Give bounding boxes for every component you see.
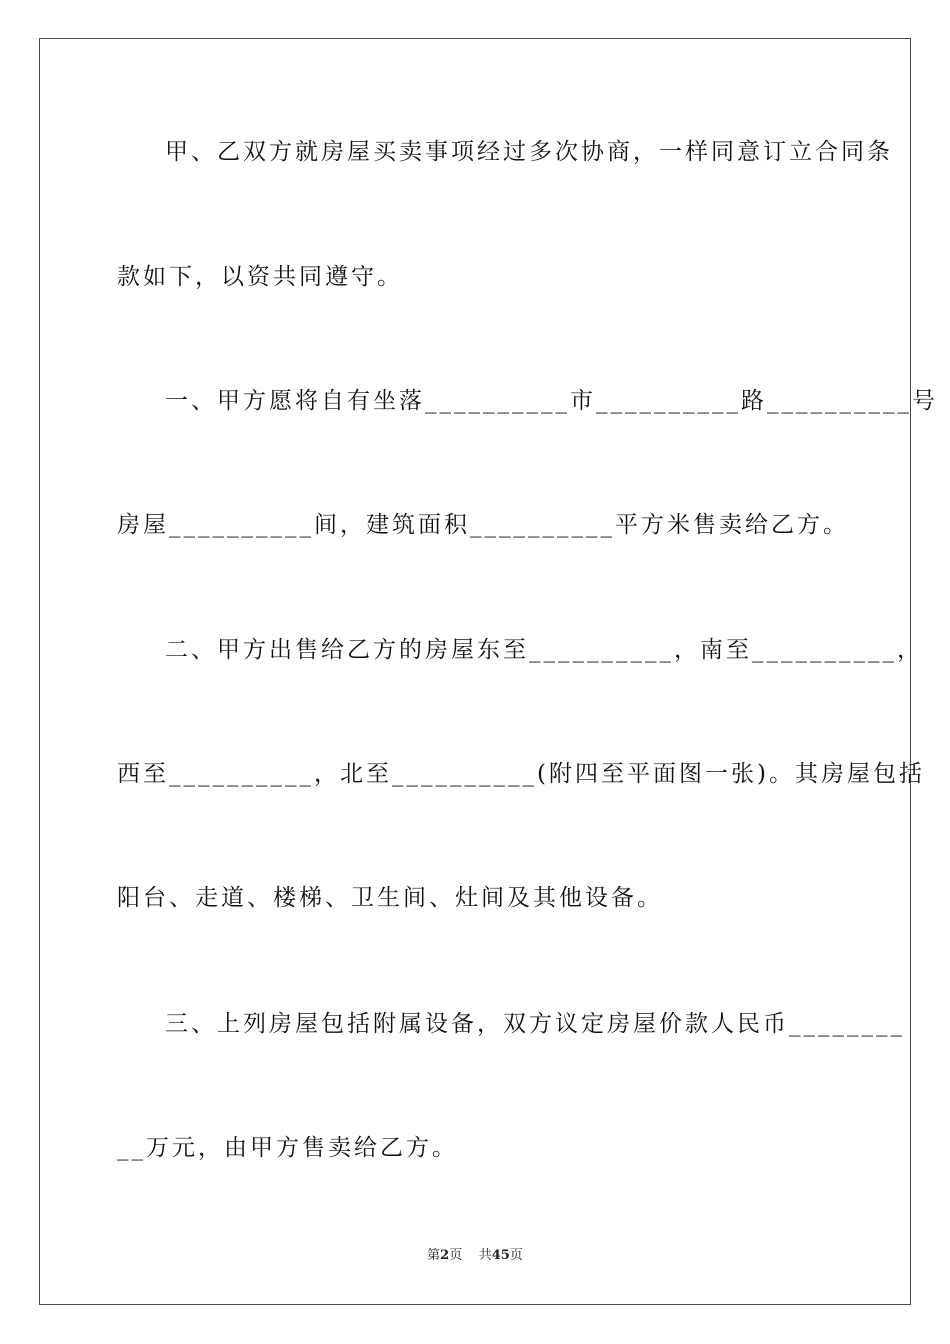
clause-2-line-3: 阳台、走道、楼梯、卫生间、灶间及其他设备。 bbox=[117, 885, 663, 911]
footer-total-suffix: 页 bbox=[509, 1248, 523, 1263]
paragraph-intro-line-1: 甲、乙双方就房屋买卖事项经过多次协商，一样同意订立合同条 bbox=[165, 139, 893, 165]
clause-2-line-2: 西至__________，北至__________(附四至平面图一张)。其房屋包括 bbox=[117, 761, 925, 787]
footer-page-number: 2 bbox=[440, 1248, 450, 1263]
footer-page-prefix: 第 bbox=[427, 1248, 441, 1263]
clause-3-line-2: __万元，由甲方售卖给乙方。 bbox=[117, 1135, 458, 1161]
clause-1-line-1: 一、甲方愿将自有坐落__________市__________路__________号 bbox=[165, 388, 938, 414]
page-footer bbox=[0, 1248, 950, 1264]
footer-page-suffix: 页 bbox=[449, 1248, 463, 1263]
clause-1-line-2: 房屋__________间，建筑面积__________平方米售卖给乙方。 bbox=[117, 512, 849, 538]
page-frame bbox=[39, 38, 938, 1305]
clause-2-line-1: 二、甲方出售给乙方的房屋东至__________，南至__________， bbox=[165, 637, 923, 663]
footer-total-pages: 45 bbox=[491, 1248, 510, 1263]
clause-3-line-1: 三、上列房屋包括附属设备，双方议定房屋价款人民币________ bbox=[165, 1011, 905, 1037]
paragraph-intro-line-2: 款如下，以资共同遵守。 bbox=[117, 264, 403, 290]
footer-total-prefix: 共 bbox=[478, 1248, 492, 1263]
